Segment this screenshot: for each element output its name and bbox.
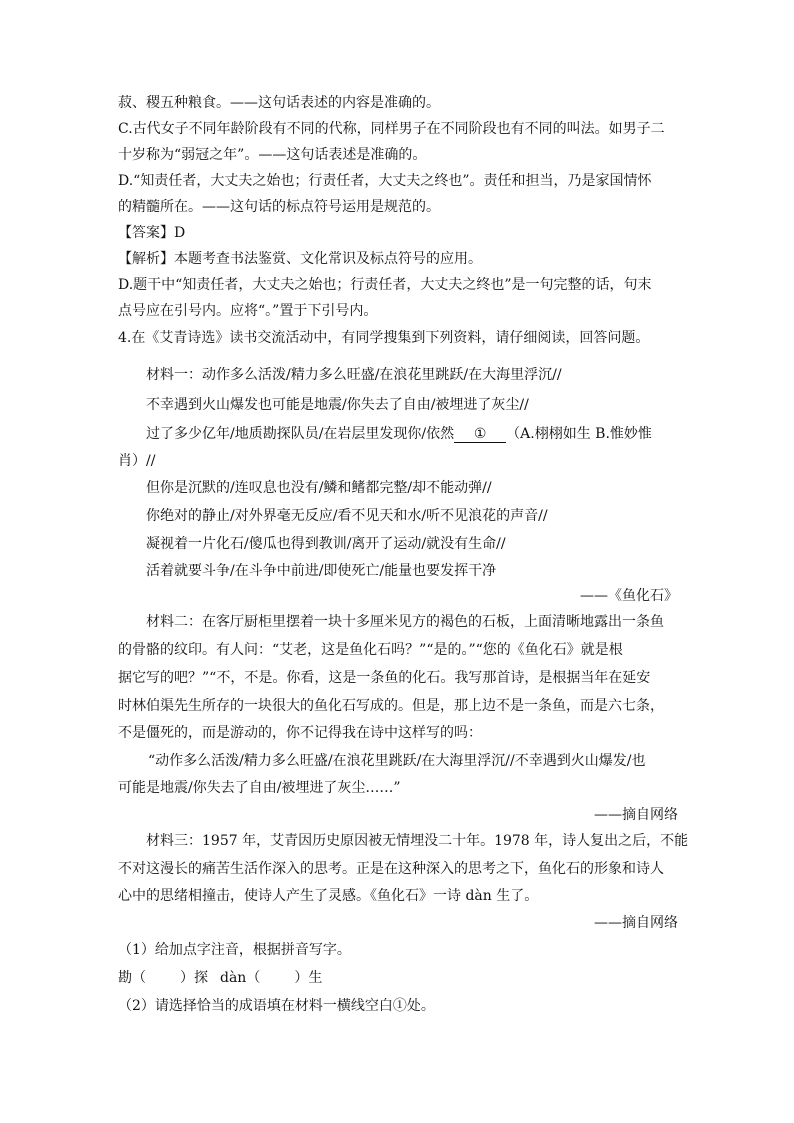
- poem-line: 但你是沉默的/连叹息也没有/鳞和鳍都完整/却不能动弹//: [146, 480, 492, 496]
- poem-line: 活着就要斗争/在斗争中前进/即使死亡/能量也要发挥干净: [146, 563, 497, 579]
- sub-question-1: （1）给加点字注音，根据拼音写字。: [118, 942, 351, 958]
- text-line: 不对这漫长的痛苦生活作深入的思考。正是在这种深入的思考之下，鱼化石的形象和诗人: [118, 861, 664, 877]
- pinyin-answer-line: 勘（ ）探 dàn（ ）生: [118, 970, 323, 986]
- answer-line: 【答案】D: [118, 225, 186, 241]
- text-line: 的精髓所在。——这句话的标点符号运用是规范的。: [118, 199, 440, 215]
- analysis-line: 【解析】本题考查书法鉴赏、文化常识及标点符号的应用。: [118, 251, 482, 267]
- quote-line: 可能是地震/你失去了自由/被埋进了灰尘……”: [118, 780, 401, 796]
- text-line: 时林伯渠先生所存的一块很大的鱼化石写成的。但是，那上边不是一条鱼，而是六七条，: [118, 698, 664, 714]
- text-line: D.题干中“知责任者，大丈夫之始也；行责任者，大丈夫之终也”是一句完整的话，句末: [118, 277, 652, 293]
- text-line: 据它写的吧？”“不，不是。你看，这是一条鱼的化石。我写那首诗，是根据当年在延安: [118, 670, 651, 686]
- text-line: 菽、稷五种粮食。——这句话表述的内容是准确的。: [118, 95, 440, 111]
- text-line: 心中的思绪相撞击，使诗人产生了灵感。《鱼化石》一诗 dàn 生了。: [118, 888, 539, 904]
- sub-question-2: （2）请选择恰当的成语填在材料一横线空白①处。: [118, 998, 435, 1014]
- poem-line: 不幸遇到火山爆发也可能是地震/你失去了自由/被埋进了灰尘//: [146, 397, 529, 413]
- text-line: 点号应在引号内。应将“。”置于下引号内。: [118, 303, 378, 319]
- answer-blank-1[interactable]: ①: [454, 426, 506, 443]
- text-line: 不是僵死的，而是游动的，你不记得我在诗中这样写的吗：: [118, 725, 482, 741]
- poem-line: 肖）//: [118, 453, 156, 469]
- source-line: ——摘自网络: [594, 915, 678, 931]
- quote-line: “动作多么活泼/精力多么旺盛/在浪花里跳跃/在大海里浮沉//不幸遇到火山爆发/也: [148, 753, 646, 769]
- question-4-line: 4.在《艾青诗选》读书交流活动中，有同学搜集到下列资料，请仔细阅读，回答问题。: [118, 330, 650, 346]
- text-line: 十岁称为“弱冠之年”。——这句话表述是准确的。: [118, 147, 427, 163]
- poem-line: 过了多少亿年/地质勘探队员/在岩层里发现你/依然 ① （A.栩栩如生 B.惟妙惟: [146, 426, 652, 442]
- material-3-line: 材料三：1957 年，艾青因历史原因被无情埋没二十年。1978 年，诗人复出之后，不能: [146, 833, 689, 849]
- material-1-line: 材料一：动作多么活泼/精力多么旺盛/在浪花里跳跃/在大海里浮沉//: [146, 367, 562, 383]
- option-d-line: D.“知责任者，大丈夫之始也；行责任者，大丈夫之终也”。责任和担当，乃是家国情怀: [118, 173, 652, 189]
- poem-line: 凝视着一片化石/傻瓜也得到教训/离开了运动/就没有生命//: [146, 536, 506, 552]
- source-line: ——摘自网络: [594, 807, 678, 823]
- option-c-line: C.古代女子不同年龄阶段有不同的代称，同样男子在不同阶段也有不同的叫法。如男子二: [118, 121, 665, 137]
- poem-line: 你绝对的静止/对外界毫无反应/看不见天和水/听不见浪花的声音//: [146, 508, 548, 524]
- material-2-line: 材料二：在客厅厨柜里摆着一块十多厘米见方的褐色的石板，上面清晰地露出一条鱼: [146, 614, 664, 630]
- source-line: ——《鱼化石》: [580, 588, 678, 604]
- text-line: 的骨骼的纹印。有人问：“艾老，这是鱼化石吗？”“是的。”“您的《鱼化石》就是根: [118, 642, 623, 658]
